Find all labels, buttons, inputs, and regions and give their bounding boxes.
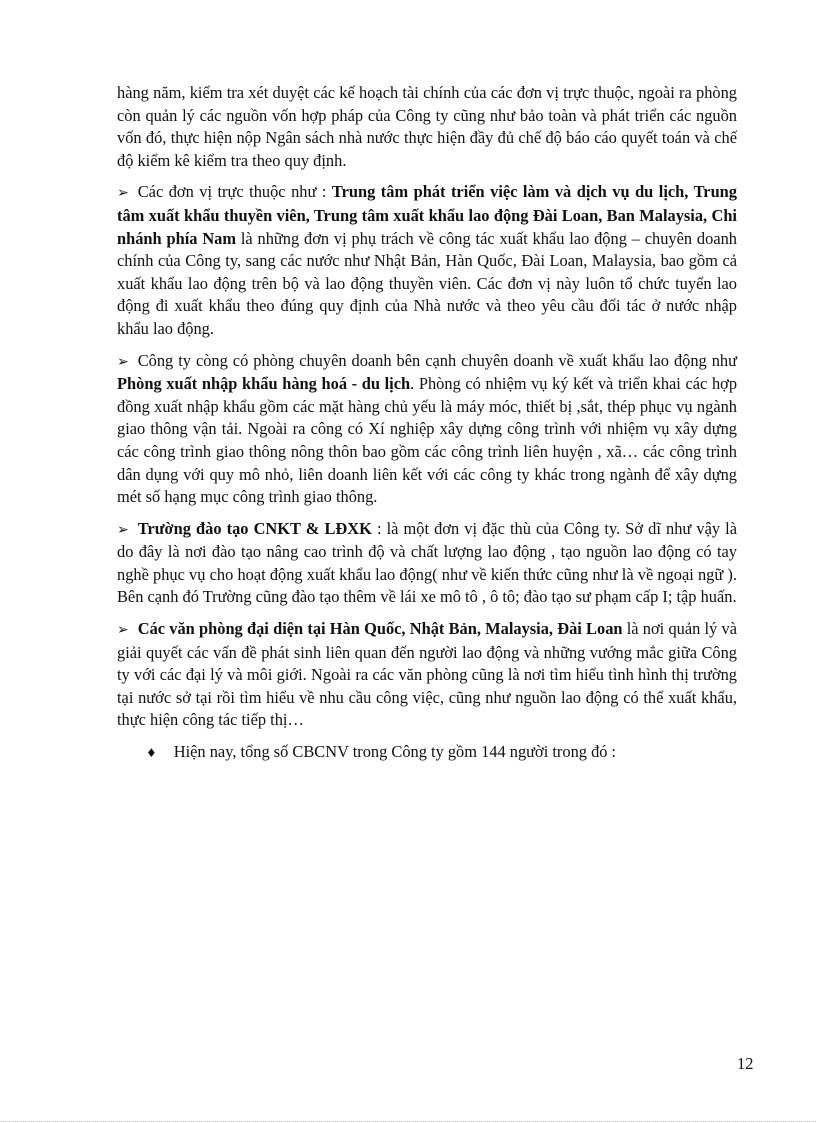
paragraph-text: hàng năm, kiểm tra xét duyệt các kế hoạch tài chính của các đơn vị trực thuộc, ngoài ra phòng còn quản lý các nguồn vốn hợp pháp của Công ty cũng như bảo toàn và phát triển các nguồn vốn đó, thực hiện nộp Ngân sách nhà nước thực hiện đầy đủ chế độ báo cáo quyết toán và chế độ kiểm kê kiểm tra theo quy định. <box>117 83 737 170</box>
paragraph-training-school <box>117 518 737 609</box>
paragraph-text: . Phòng có nhiệm vụ ký kết và triển khai các hợp đồng xuất nhập khẩu gồm các mặt hàng chủ yếu là máy móc, thiết bị ,sắt, thép phục vụ ngành giao thông vận tải. Ngoài ra công có Xí nghiệp xây dựng công trình với nhiệm vụ xây dựng các công trình giao thông nông thôn bao gồm các công trình liên huyện , xã… các công trình dân dụng với quy mô nhỏ, liên doanh liên kết với các công ty khác trong ngành để xây dựng mét số hạng mục công trình giao thông. <box>117 374 738 507</box>
bold-text: Trung tâm phát triển việc làm và dịch vụ du lịch, Trung tâm xuất khẩu thuyền viên, Trung tâm xuất khẩu lao động Đài Loan, Ban Malaysia, Chi nhánh phía Nam <box>117 182 737 248</box>
paragraph-import-export-department <box>117 350 737 509</box>
bold-text: Trường đào tạo CNKT & LĐXK <box>137 518 372 538</box>
paragraph-text: là nơi quản lý và giải quyết các vấn đề phát sinh liên quan đến người lao động và những vướng mắc giữa Công ty với các đại lý và môi giới. Ngoài ra các văn phòng cũng là nơi tìm hiểu tình hình thị trường tại nước sở tại rồi tìm hiểu về nhu cầu công việc, cũng như nguồn lao động có thể xuất khẩu, thực hiện công tác tiếp thị… <box>117 619 738 730</box>
paragraph-text: : là một đơn vị đặc thù của Công ty. Sở dĩ như vậy là do đây là nơi đào tạo nâng cao trình độ và chất lượng lao động , tạo nguồn lao động có tay nghề phục vụ cho hoạt động xuất khẩu lao động( như về kiến thức cũng như là về ngoại ngữ ). Bên cạnh đó Trường cũng đào tạo thêm về lái xe mô tô , ô tô; đào tạo sư phạm cấp I; tập huấn. <box>117 518 737 607</box>
diamond-bullet-icon: ♦ <box>146 746 157 761</box>
arrow-bullet-icon: ➢ <box>117 185 129 202</box>
paragraph-representative-offices <box>117 618 737 732</box>
paragraph-text: Công ty còng có phòng chuyên doanh bên cạnh chuyên doanh về xuất khẩu lao động như <box>137 350 737 370</box>
paragraph-text: Các đơn vị trực thuộc như : <box>137 182 332 202</box>
page-number: 12 <box>737 1054 754 1073</box>
paragraph-subsidiary-units <box>117 181 737 340</box>
page-bottom-divider <box>0 1121 816 1122</box>
bold-text: Phòng xuất nhập khẩu hàng hoá - du lịch <box>117 374 411 394</box>
paragraph-finance <box>117 82 737 172</box>
arrow-bullet-icon: ➢ <box>117 622 129 639</box>
arrow-bullet-icon: ➢ <box>117 521 129 538</box>
bullet-text: Hiện nay, tổng số CBCNV trong Công ty gồm 144 người trong đó : <box>173 742 617 762</box>
paragraph-text: là những đơn vị phụ trách về công tác xuất khẩu lao động – chuyên doanh chính của Công ty, sang các nước như Nhật Bản, Hàn Quốc, Đài Loan, Malaysia, bao gồm cả xuất khẩu lao động trên bộ và lao động thuyền viên. Các đơn vị này luôn tổ chức tuyển lao động đi xuất khẩu theo đúng quy định của Nhà nước và theo yêu cầu đối tác ở nước nhập khẩu lao động. <box>117 228 737 338</box>
arrow-bullet-icon: ➢ <box>117 353 129 370</box>
document-body <box>117 82 737 765</box>
bold-text: Các văn phòng đại diện tại Hàn Quốc, Nhật Bản, Malaysia, Đài Loan <box>137 619 623 639</box>
staff-count-bullet <box>117 741 737 765</box>
